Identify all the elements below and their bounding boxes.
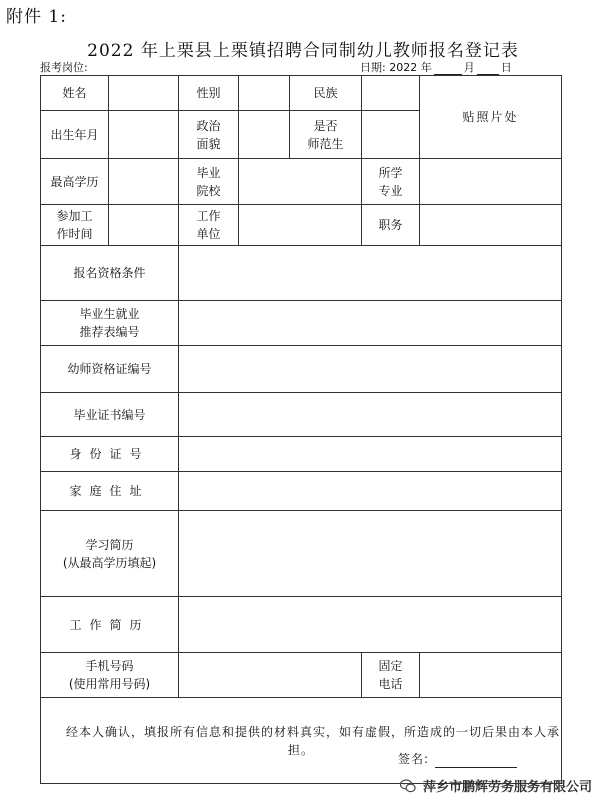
landline-input[interactable] — [420, 653, 562, 698]
form-title: 2022 年上栗县上栗镇招聘合同制幼儿教师报名登记表 — [87, 41, 519, 61]
day-blank[interactable] — [477, 62, 499, 75]
grad-recommendation-input[interactable] — [179, 301, 562, 346]
date-prefix: 日期: 2022 年 — [360, 61, 432, 74]
teacher-cert-label: 幼师资格证编号 — [41, 346, 179, 393]
work-history-input[interactable] — [179, 597, 562, 653]
work-history-label: 工作简历 — [41, 597, 179, 653]
study-history-label: 学习简历 (从最高学历填起) — [41, 511, 179, 597]
name-input[interactable] — [109, 76, 179, 111]
registration-form — [40, 75, 562, 784]
ethnicity-label: 民族 — [290, 76, 362, 111]
major-input[interactable] — [420, 159, 562, 205]
gender-input[interactable] — [239, 76, 290, 111]
unit-label: 工作 单位 — [179, 205, 239, 246]
photo-area[interactable]: 贴照片处 — [420, 76, 562, 159]
wechat-icon — [399, 777, 417, 795]
position-label: 职务 — [362, 205, 420, 246]
birth-input[interactable] — [109, 111, 179, 159]
school-label: 毕业 院校 — [179, 159, 239, 205]
attachment-label: 附件 1: — [6, 7, 67, 27]
address-label: 家庭住址 — [41, 472, 179, 511]
unit-input[interactable] — [239, 205, 362, 246]
teacher-cert-input[interactable] — [179, 346, 562, 393]
pledge-cell — [41, 698, 562, 784]
watermark — [399, 776, 592, 795]
political-input[interactable] — [239, 111, 290, 159]
mobile-input[interactable] — [179, 653, 362, 698]
position-input[interactable] — [420, 205, 562, 246]
month-blank[interactable] — [434, 62, 462, 75]
work-start-label: 参加工 作时间 — [41, 205, 109, 246]
watermark-text: 萍乡市鹏辉劳务服务有限公司 — [422, 780, 592, 795]
date-field — [360, 59, 512, 75]
signature-row — [398, 750, 517, 768]
normal-student-input[interactable] — [362, 111, 420, 159]
major-label: 所学 专业 — [362, 159, 420, 205]
mobile-label: 手机号码 (使用常用号码) — [41, 653, 179, 698]
signature-line[interactable] — [435, 753, 517, 768]
political-label: 政治 面貌 — [179, 111, 239, 159]
post-label: 报考岗位: — [40, 61, 88, 74]
id-number-input[interactable] — [179, 437, 562, 472]
qualification-label: 报名资格条件 — [41, 246, 179, 301]
signature-label: 签名: — [398, 752, 430, 766]
education-label: 最高学历 — [41, 159, 109, 205]
school-input[interactable] — [239, 159, 362, 205]
landline-label: 固定 电话 — [362, 653, 420, 698]
address-input[interactable] — [179, 472, 562, 511]
gender-label: 性别 — [179, 76, 239, 111]
qualification-input[interactable] — [179, 246, 562, 301]
study-history-input[interactable] — [179, 511, 562, 597]
work-start-input[interactable] — [109, 205, 179, 246]
name-label: 姓名 — [41, 76, 109, 111]
diploma-no-label: 毕业证书编号 — [41, 393, 179, 437]
date-day: 日 — [500, 61, 512, 74]
date-month: 月 — [463, 61, 475, 74]
pledge-text: 经本人确认，填报所有信息和提供的材料真实，如有虚假，所造成的一切后果由本人承担。 — [65, 724, 560, 757]
id-number-label: 身份证号 — [41, 437, 179, 472]
diploma-no-input[interactable] — [179, 393, 562, 437]
ethnicity-input[interactable] — [362, 76, 420, 111]
normal-student-label: 是否 师范生 — [290, 111, 362, 159]
birth-label: 出生年月 — [41, 111, 109, 159]
grad-recommendation-label: 毕业生就业 推荐表编号 — [41, 301, 179, 346]
education-input[interactable] — [109, 159, 179, 205]
